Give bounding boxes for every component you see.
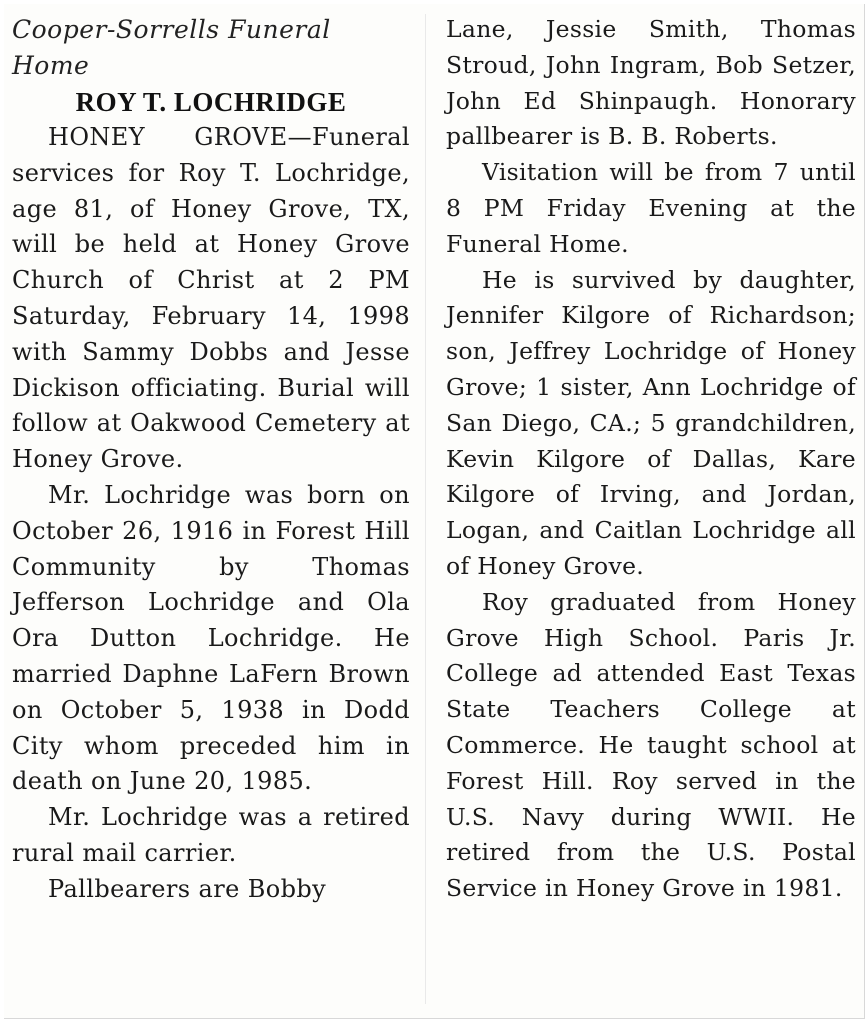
- paragraph-occupation: Mr. Lochridge was a retired rural mail carrier.: [12, 803, 410, 867]
- paragraph-pallbearers-start: Pallbearers are Bobby: [48, 874, 327, 903]
- funeral-home-dateline: Cooper-Sorrells Funeral Home: [12, 15, 331, 80]
- paragraph-education-career: Roy graduated from Honey Grove High School. Paris Jr. College ad attended East Texas State Teachers College at Commerce. He taught school at Forest Hill. Roy served in the U.S. Navy during WWII. He retired from the U.S. Postal Service in Honey Grove in 1981.: [446, 587, 856, 903]
- left-column: [12, 12, 410, 908]
- right-column: [446, 12, 856, 907]
- paragraph-survivors: He is survived by daughter, Jennifer Kilgore of Richardson; son, Jeffrey Lochridge of Honey Grove; 1 sister, Ann Lochridge of San Diego, CA.; 5 grandchildren, Kevin Kilgore of Dallas, Kare Kilgore of Irving, and Jordan, Logan, and Caitlan Lochridge all of Honey Grove.: [446, 265, 856, 580]
- newspaper-clipping: [4, 4, 865, 1019]
- obituary-name-heading: ROY T. LOCHRIDGE: [75, 87, 347, 117]
- paragraph-birth-marriage: Mr. Lochridge was born on October 26, 1916 in Forest Hill Community by Thomas Jefferson Lochridge and Ola Ora Dutton Lochridge. He married Daphne LaFern Brown on October 5, 1938 in Dodd City whom preceded him in death on June 20, 1985.: [12, 480, 410, 796]
- paragraph-pallbearers-continued: Lane, Jessie Smith, Thomas Stroud, John Ingram, Bob Setzer, John Ed Shinpaugh. Honorary pallbearer is B. B. Roberts.: [446, 15, 856, 151]
- column-divider: [425, 14, 426, 1004]
- paragraph-visitation: Visitation will be from 7 until 8 PM Friday Evening at the Funeral Home.: [446, 158, 856, 258]
- paragraph-services: HONEY GROVE—Funeral services for Roy T. Lochridge, age 81, of Honey Grove, TX, will be held at Honey Grove Church of Christ at 2 PM Saturday, February 14, 1998 with Sammy Dobbs and Jesse Dickison officiating. Burial will follow at Oakwood Cemetery at Honey Grove.: [12, 123, 410, 474]
